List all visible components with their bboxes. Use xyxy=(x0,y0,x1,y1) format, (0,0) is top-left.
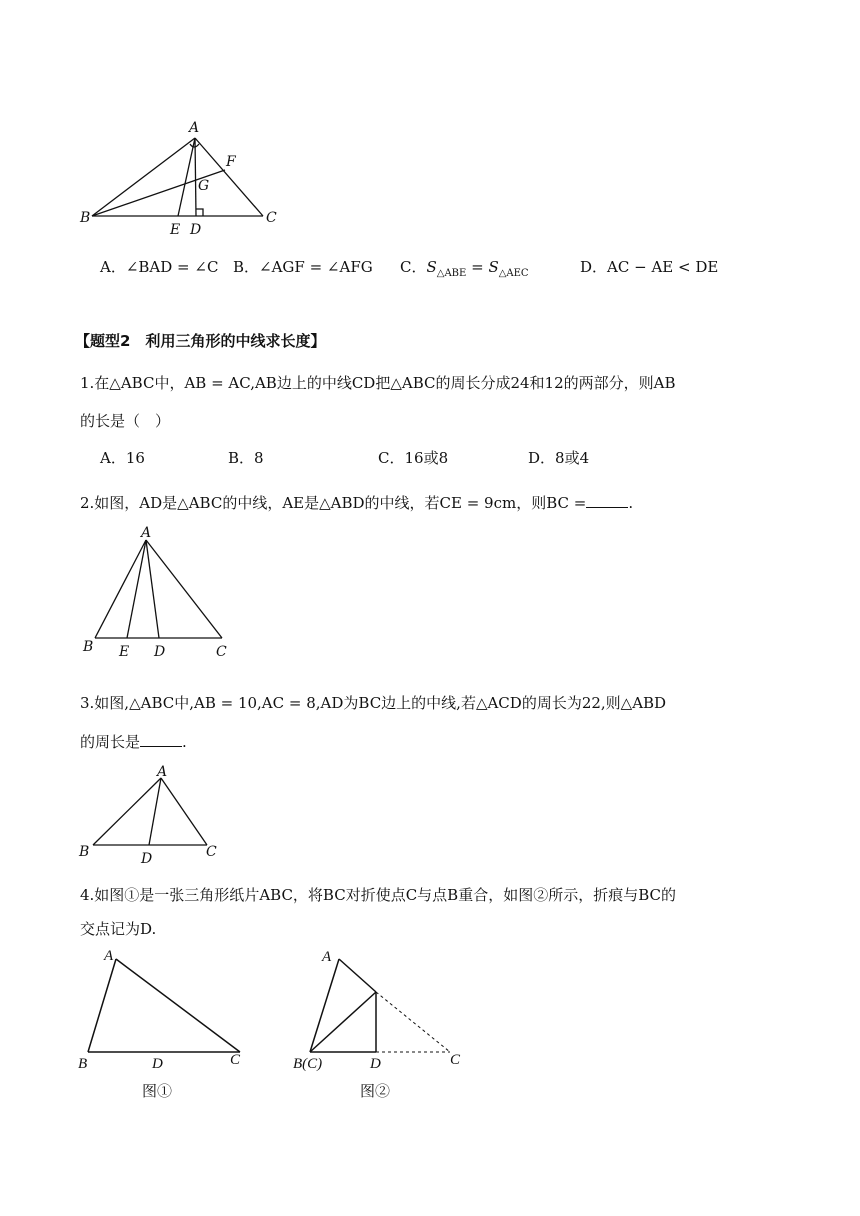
q3-answer-blank[interactable] xyxy=(140,732,182,747)
fig2-label-a: A xyxy=(322,949,332,965)
label-e: E xyxy=(170,222,181,238)
q3-line2: 的周长是 xyxy=(80,733,141,751)
option-c-sub2: △AEC xyxy=(498,268,529,279)
option-c-eq: = xyxy=(466,258,489,276)
q2-answer-blank[interactable] xyxy=(586,493,628,508)
fig2-label-c: C xyxy=(450,1052,461,1068)
q1-option-c: C．16或8 xyxy=(378,449,449,467)
option-c xyxy=(400,256,529,279)
q3-label-a: A xyxy=(157,764,168,780)
q1-option-a: A．16 xyxy=(100,449,145,467)
option-b: B．∠AGF = ∠AFG xyxy=(233,258,373,276)
q2-label-e: E xyxy=(119,644,130,660)
q2-label-c: C xyxy=(216,644,227,660)
option-c-sub1: △ABE xyxy=(436,268,467,279)
option-c-prefix: C． xyxy=(400,258,427,276)
figure-q4-fig2 xyxy=(290,940,480,1110)
label-f: F xyxy=(226,154,236,170)
right-angle-mark xyxy=(196,209,203,216)
q2-text-body: 2.如图，AD是△ABC的中线，AE是△ABD的中线，若CE = 9cm，则BC = xyxy=(80,494,587,512)
q1-option-b: B．8 xyxy=(228,449,264,467)
fig2-caption: 图② xyxy=(360,1082,391,1100)
q1-line2: 的长是（ ） xyxy=(80,412,171,430)
label-c: C xyxy=(266,210,277,226)
figure-q4-fig1 xyxy=(70,940,260,1110)
label-a: A xyxy=(189,120,200,136)
option-a: A．∠BAD = ∠C xyxy=(100,258,219,276)
fig1-caption: 图① xyxy=(142,1082,173,1100)
fig1-label-b: B xyxy=(78,1056,88,1072)
q2-text xyxy=(80,492,633,513)
q1-line1: 1.在△ABC中，AB = AC,AB边上的中线CD把△ABC的周长分成24和12的两部分，则AB xyxy=(80,374,676,392)
label-g: G xyxy=(198,178,210,194)
figure-triangle-abc-altitude xyxy=(70,110,300,240)
fig1-label-a: A xyxy=(104,948,114,964)
figure-q2-triangle xyxy=(75,525,245,665)
section-heading: 【题型2 利用三角形的中线求长度】 xyxy=(75,332,326,350)
fig1-label-c: C xyxy=(230,1052,241,1068)
option-c-s1: S xyxy=(426,258,437,276)
q2-label-d: D xyxy=(154,644,166,660)
option-d: D．AC − AE < DE xyxy=(580,258,719,276)
fig2-label-bc: B(C) xyxy=(293,1056,323,1072)
fig2-label-d: D xyxy=(370,1056,381,1072)
fig1-label-d: D xyxy=(152,1056,163,1072)
q3-label-d: D xyxy=(141,851,153,867)
figure-q3-triangle xyxy=(75,760,235,870)
q4-line1: 4.如图①是一张三角形纸片ABC，将BC对折使点C与点B重合，如图②所示，折痕与BC的 xyxy=(80,886,676,904)
q2-label-a: A xyxy=(141,525,152,541)
q2-label-b: B xyxy=(83,639,94,655)
label-b: B xyxy=(80,210,91,226)
option-c-s2: S xyxy=(488,258,499,276)
q1-option-d: D．8或4 xyxy=(528,449,590,467)
segment-ab xyxy=(92,138,195,216)
q4-line2: 交点记为D. xyxy=(80,920,157,938)
q3-label-c: C xyxy=(206,844,217,860)
q3-line1: 3.如图,△ABC中,AB = 10,AC = 8,AD为BC边上的中线,若△ACD的周长为22,则△ABD xyxy=(80,694,667,712)
segment-ad xyxy=(195,138,196,216)
q2-text-tail: . xyxy=(628,494,634,512)
label-d: D xyxy=(190,222,202,238)
q3-line2-wrap xyxy=(80,731,187,752)
q3-tail: . xyxy=(182,733,187,751)
q3-label-b: B xyxy=(79,844,90,860)
